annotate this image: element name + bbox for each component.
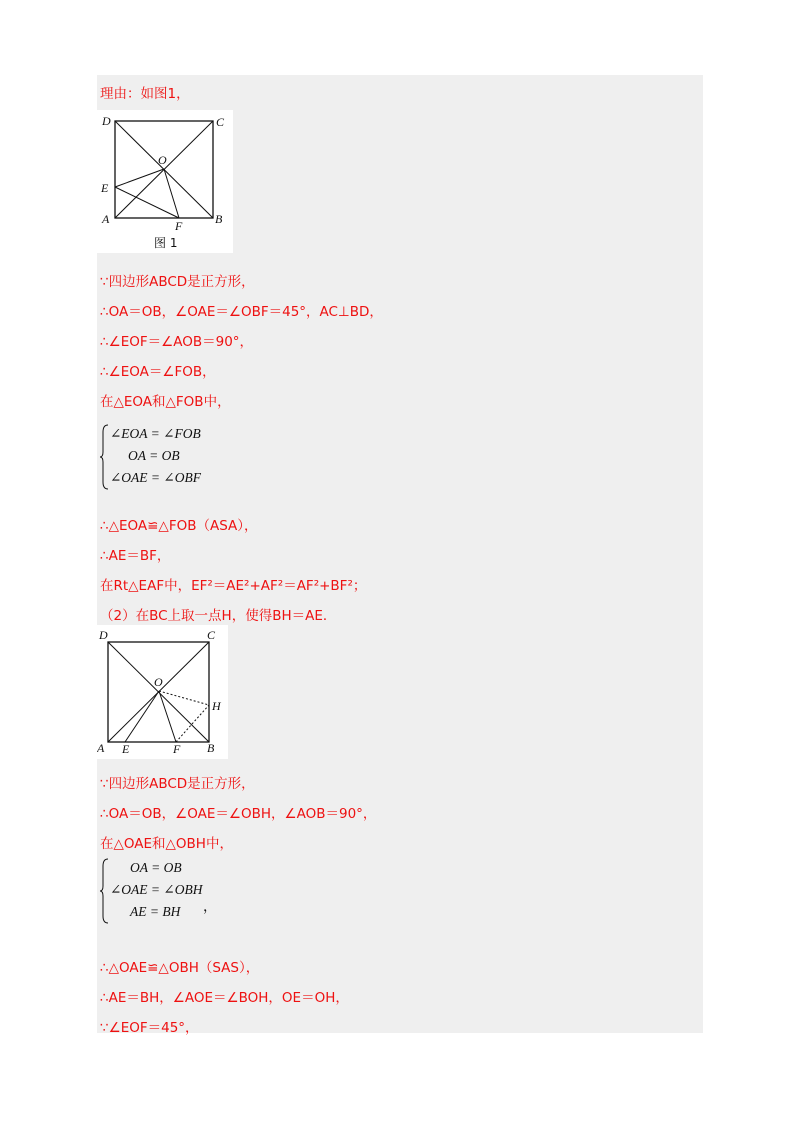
label-b: B	[215, 212, 223, 226]
figure-1-diagram	[97, 110, 233, 253]
p2-line-6: ∴AE＝BH，∠AOE＝∠BOH，OE＝OH，	[100, 990, 349, 1006]
system-2-comma: ，	[203, 900, 217, 915]
system-2-row-3: AE = BH	[130, 904, 181, 919]
p1-line-4: ∴∠EOA＝∠FOB，	[100, 364, 216, 380]
label-d-2: D	[99, 628, 108, 642]
equation-system-1	[100, 423, 240, 491]
label-h-2: H	[212, 699, 221, 713]
p2-line-1: （2）在BC上取一点H，使得BH＝AE．	[100, 608, 337, 624]
system-2-row-1: OA = OB	[130, 860, 182, 875]
label-b-2: B	[207, 741, 215, 755]
label-c-2: C	[207, 628, 216, 642]
figure-1	[97, 110, 233, 253]
equation-system-2	[100, 857, 240, 925]
figure-2	[97, 625, 228, 759]
label-e: E	[101, 181, 109, 195]
label-c: C	[216, 115, 225, 129]
p1-line-5: 在△EOA和△FOB中，	[100, 394, 231, 410]
p2-line-2: ∵四边形ABCD是正方形，	[100, 776, 255, 792]
p1-line-3: ∴∠EOF＝∠AOB＝90°，	[100, 334, 254, 350]
p2-line-4: 在△OAE和△OBH中，	[100, 836, 233, 852]
p1-line-1: ∵四边形ABCD是正方形，	[100, 274, 255, 290]
p1-line-2: ∴OA＝OB，∠OAE＝∠OBF＝45°，AC⊥BD，	[100, 304, 383, 320]
p1-line-8: 在Rt△EAF中，EF²＝AE²+AF²＝AF²+BF²；	[100, 578, 367, 594]
p2-line-5: ∴△OAE≌△OBH（SAS），	[100, 960, 260, 976]
segment-ef	[115, 187, 179, 218]
brace-1	[100, 424, 110, 490]
segment-oh-2	[159, 691, 209, 705]
system-1-row-3: ∠OAE = ∠OBF	[110, 470, 201, 485]
p1-line-7: ∴AE＝BF，	[100, 548, 171, 564]
intro-line: 理由：如图1，	[100, 86, 190, 102]
system-1-row-1: ∠EOA = ∠FOB	[110, 426, 201, 441]
label-o-2: O	[154, 675, 163, 689]
p2-line-3: ∴OA＝OB，∠OAE＝∠OBH，∠AOB＝90°，	[100, 806, 377, 822]
segment-of-2	[159, 691, 176, 742]
label-a: A	[102, 212, 110, 226]
label-a-2: A	[97, 741, 105, 755]
brace-2	[100, 858, 110, 924]
segment-oe	[115, 169, 164, 187]
label-d: D	[102, 114, 111, 128]
p2-line-7: ∵∠EOF＝45°，	[100, 1020, 199, 1036]
segment-oe-2	[125, 691, 159, 742]
system-1-row-2: OA = OB	[128, 448, 180, 463]
label-e-2: E	[122, 742, 130, 756]
figure-1-caption: 图 1	[154, 236, 178, 250]
label-f: F	[175, 219, 183, 233]
label-o: O	[158, 153, 167, 167]
p1-line-6: ∴△EOA≌△FOB（ASA），	[100, 518, 258, 534]
label-f-2: F	[173, 742, 181, 756]
figure-2-diagram	[97, 625, 228, 759]
system-2-row-2: ∠OAE = ∠OBH	[110, 882, 203, 897]
